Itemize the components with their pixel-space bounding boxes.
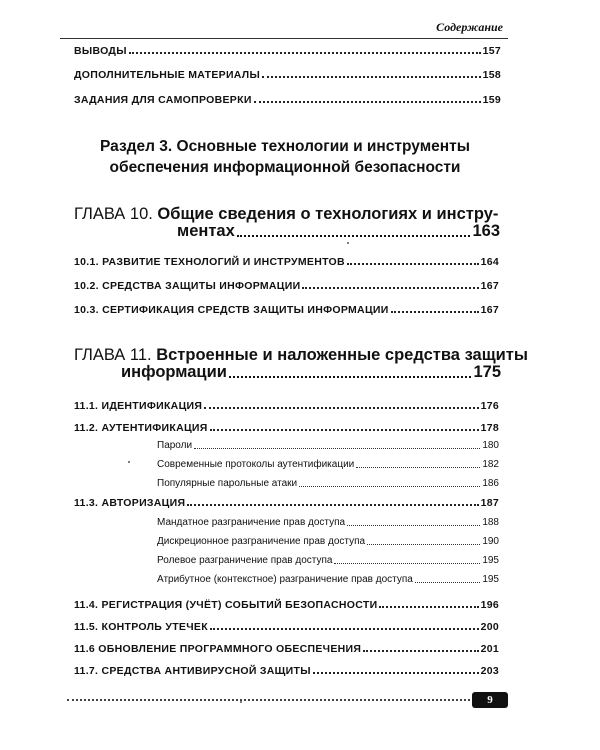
- dot-leader: [229, 376, 472, 378]
- toc-subentry-label: Пароли: [157, 440, 193, 451]
- print-speck: [347, 242, 349, 244]
- toc-entry-11-5[interactable]: [74, 621, 499, 633]
- toc-entry-10-2[interactable]: [74, 280, 499, 292]
- dot-leader: [334, 563, 480, 564]
- dot-leader: [313, 672, 479, 674]
- chapter-10-title-line2: ментах: [177, 222, 235, 240]
- toc-subentry-label: Атрибутное (контекстное) разграничение прав доступа: [157, 574, 413, 585]
- toc-entry-label: 11.2. АУТЕНТИФИКАЦИЯ: [74, 422, 208, 434]
- toc-subentry-password-attacks[interactable]: [157, 478, 499, 489]
- section-title-line2: обеспечения информационной безопасности: [109, 159, 461, 176]
- dot-leader: [187, 504, 478, 506]
- toc-subentry-discretionary[interactable]: [157, 536, 499, 547]
- dot-leader: [415, 582, 480, 583]
- toc-subentry-label: Мандатное разграничение прав доступа: [157, 517, 346, 528]
- toc-entry-10-3[interactable]: [74, 304, 499, 316]
- section-title-line1: Раздел 3. Основные технологии и инструменты: [100, 138, 470, 155]
- toc-entry-label: 11.3. АВТОРИЗАЦИЯ: [74, 497, 186, 509]
- page-number-badge: 9: [472, 692, 508, 708]
- toc-subentry-page: 182: [482, 459, 499, 470]
- toc-subentry-label: Популярные парольные атаки: [157, 478, 298, 489]
- chapter-10-entry[interactable]: [177, 222, 500, 241]
- toc-subentry-page: 186: [482, 478, 499, 489]
- toc-entry-self-check[interactable]: [74, 94, 501, 106]
- toc-entry-page: 201: [480, 643, 499, 655]
- toc-entry-page: 167: [480, 304, 499, 316]
- footer-dot-rule: [67, 699, 470, 701]
- toc-subentry-label: Дискреционное разграничение прав доступа: [157, 536, 366, 547]
- toc-entry-page: 159: [482, 94, 501, 106]
- toc-entry-label: 11.4. РЕГИСТРАЦИЯ (УЧЁТ) СОБЫТИЙ БЕЗОПАСНОСТИ: [74, 599, 378, 611]
- dot-leader: [210, 628, 479, 630]
- toc-entry-page: 196: [480, 599, 499, 611]
- chapter-11-page: 175: [473, 363, 501, 381]
- toc-entry-label: 11.1. ИДЕНТИФИКАЦИЯ: [74, 400, 203, 412]
- dot-leader: [367, 544, 480, 545]
- dot-leader: [262, 76, 481, 78]
- toc-entry-label: ВЫВОДЫ: [74, 45, 127, 57]
- toc-subentry-attribute-based[interactable]: [157, 574, 499, 585]
- toc-entry-label: 10.1. РАЗВИТИЕ ТЕХНОЛОГИЙ И ИНСТРУМЕНТОВ: [74, 256, 345, 268]
- chapter-11-title-line1: Встроенные и наложенные средства защиты: [156, 346, 528, 364]
- toc-entry-additional-materials[interactable]: [74, 69, 501, 81]
- toc-entry-label: 11.7. СРЕДСТВА АНТИВИРУСНОЙ ЗАЩИТЫ: [74, 665, 311, 677]
- header-rule: [60, 38, 508, 39]
- toc-entry-page: 176: [480, 400, 499, 412]
- print-speck: [128, 461, 130, 463]
- toc-entry-page: 158: [482, 69, 501, 81]
- dot-leader: [391, 311, 479, 313]
- chapter-11-title-line2: информации: [121, 363, 227, 381]
- toc-entry-label: 11.5. КОНТРОЛЬ УТЕЧЕК: [74, 621, 208, 633]
- toc-subentry-auth-protocols[interactable]: [157, 459, 499, 470]
- dot-leader: [302, 287, 478, 289]
- dot-leader: [299, 486, 480, 487]
- toc-entry-page: 187: [480, 497, 499, 509]
- toc-subentry-page: 195: [482, 574, 499, 585]
- toc-subentry-page: 188: [482, 517, 499, 528]
- dot-leader: [347, 263, 479, 265]
- toc-entry-11-1[interactable]: [74, 400, 499, 412]
- toc-subentry-page: 180: [482, 440, 499, 451]
- toc-entry-label: ДОПОЛНИТЕЛЬНЫЕ МАТЕРИАЛЫ: [74, 69, 261, 81]
- dot-leader: [254, 101, 481, 103]
- running-header: [0, 20, 600, 38]
- dot-leader: [363, 650, 478, 652]
- section-title: [60, 136, 510, 178]
- chapter-10-page: 163: [472, 222, 500, 240]
- toc-entry-11-3[interactable]: [74, 497, 499, 509]
- toc-entry-page: 157: [482, 45, 501, 57]
- toc-entry-11-4[interactable]: [74, 599, 499, 611]
- toc-entry-page: 164: [480, 256, 499, 268]
- toc-subentry-mandatory[interactable]: [157, 517, 499, 528]
- running-title: Содержание: [436, 20, 503, 34]
- toc-entry-11-7[interactable]: [74, 665, 499, 677]
- print-speck: [240, 701, 242, 703]
- toc-subentry-label: Ролевое разграничение прав доступа: [157, 555, 333, 566]
- toc-entry-11-6[interactable]: [74, 643, 499, 655]
- toc-entry-page: 178: [480, 422, 499, 434]
- dot-leader: [379, 606, 478, 608]
- toc-entry-conclusions[interactable]: [74, 45, 501, 57]
- dot-leader: [237, 235, 471, 237]
- dot-leader: [356, 467, 480, 468]
- chapter-11-entry[interactable]: [121, 363, 501, 382]
- toc-entry-page: 200: [480, 621, 499, 633]
- toc-subentry-passwords[interactable]: [157, 440, 499, 451]
- toc-entry-label: 10.2. СРЕДСТВА ЗАЩИТЫ ИНФОРМАЦИИ: [74, 280, 301, 292]
- toc-entry-11-2[interactable]: [74, 422, 499, 434]
- dot-leader: [347, 525, 480, 526]
- toc-entry-page: 167: [480, 280, 499, 292]
- toc-entry-10-1[interactable]: [74, 256, 499, 268]
- dot-leader: [210, 429, 479, 431]
- toc-subentry-page: 190: [482, 536, 499, 547]
- dot-leader: [204, 407, 478, 409]
- dot-leader: [129, 52, 481, 54]
- toc-subentry-label: Современные протоколы аутентификации: [157, 459, 355, 470]
- toc-entry-label: 11.6 ОБНОВЛЕНИЕ ПРОГРАММНОГО ОБЕСПЕЧЕНИЯ: [74, 643, 362, 655]
- toc-subentry-role-based[interactable]: [157, 555, 499, 566]
- toc-subentry-page: 195: [482, 555, 499, 566]
- dot-leader: [194, 448, 480, 449]
- toc-entry-label: 10.3. СЕРТИФИКАЦИЯ СРЕДСТВ ЗАЩИТЫ ИНФОРМАЦИИ: [74, 304, 389, 316]
- chapter-10-word: ГЛАВА 10.: [74, 205, 153, 223]
- toc-entry-label: ЗАДАНИЯ ДЛЯ САМОПРОВЕРКИ: [74, 94, 252, 106]
- chapter-11-word: ГЛАВА 11.: [74, 346, 152, 364]
- toc-entry-page: 203: [480, 665, 499, 677]
- chapter-10-title-line1: Общие сведения о технологиях и инстру-: [157, 205, 499, 223]
